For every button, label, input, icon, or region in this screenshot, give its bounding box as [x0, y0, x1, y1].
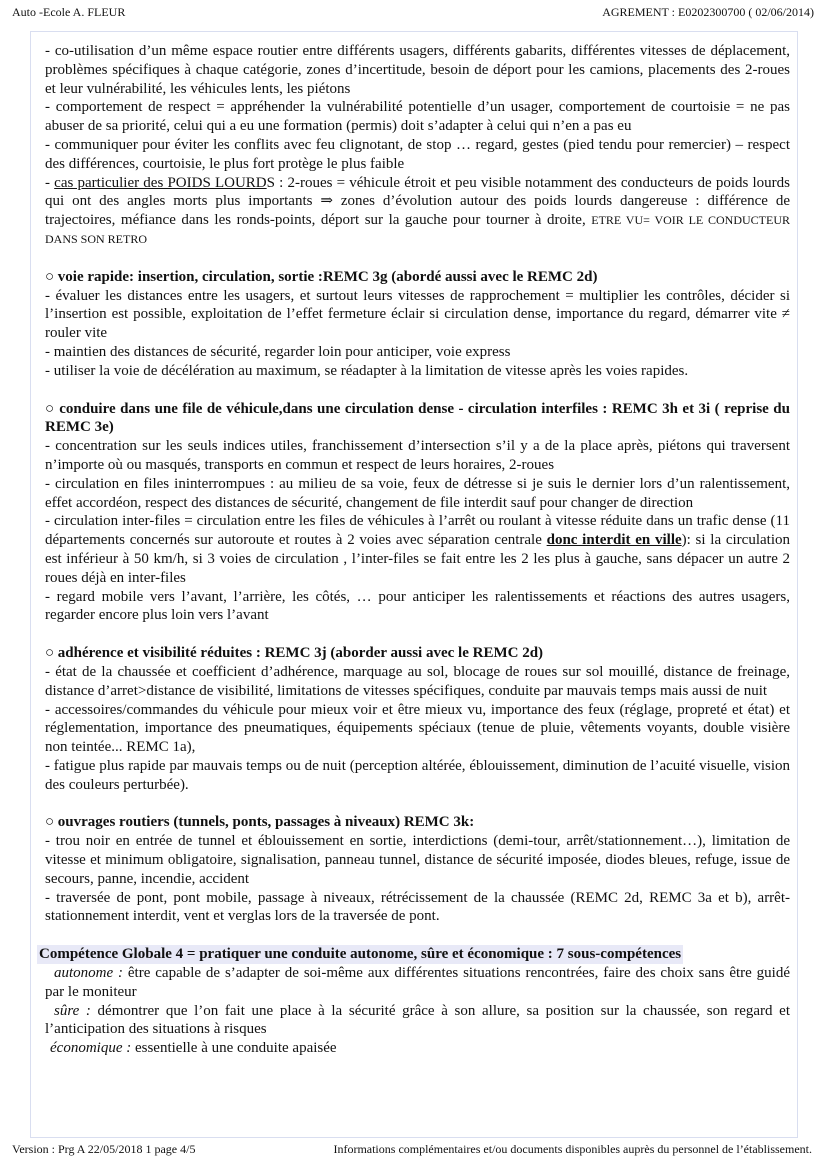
- paragraph: - accessoires/commandes du véhicule pour mieux voir et être mieux vu, importance des feux (réglage, propreté et état) et réglementation, importance des pneumatiques, équipements spéciaux (tenue de pluie, vêtements voyants, double visière non teintée... REMC 1a),: [45, 701, 790, 756]
- competence-banner: [39, 945, 790, 964]
- definition-label: sûre :: [54, 1002, 91, 1019]
- paragraph: - comportement de respect = appréhender la vulnérabilité potentielle d’un usager, comportement de courtoisie = ne pas abuser de sa priorité, celui qui a eu une formation (permis) doit s’adapter à celui qui n’en a pas eu: [45, 99, 790, 135]
- text-run: ): si la circulation est inférieur à 50 km/h, si 3 voies de circulation , l’inter-files se fait entre les 2 les plus à gauche, sans dépacer un autre 2 roues déjà en inter-files: [45, 532, 790, 586]
- text-run: - circulation inter-files = circulation entre les files de véhicules à l’arrêt ou roulant à vitesse réduite dans un trafic dense (11 départements concernés sur autoroute et routes à 2 voies avec séparation centrale: [45, 513, 790, 549]
- paragraph: [45, 174, 790, 249]
- definition-autonome: [45, 964, 790, 1002]
- definition-text: essentielle à une conduite apaisée: [131, 1040, 337, 1057]
- text-run: -: [45, 174, 55, 191]
- paragraph: - communiquer pour éviter les conflits avec feu clignotant, de stop … regard, gestes (pied tendu pour remercier) – respect des différences, courtoisie, le plus fort protège le plus faible: [45, 136, 790, 172]
- small-caps-note: ETRE VU= VOIR LE CONDUCTEUR DANS SON RETRO: [45, 213, 791, 246]
- section-heading: ○ voie rapide: insertion, circulation, sortie :REMC 3g (abordé aussi avec le REMC 2d): [45, 268, 598, 285]
- definition-label: économique :: [50, 1040, 132, 1057]
- paragraph: - utiliser la voie de décélération au maximum, se réadapter à la limitation de vitesse après les voies rapides.: [45, 362, 689, 379]
- paragraph: - état de la chaussée et coefficient d’adhérence, marquage au sol, blocage de roues sur sol mouillé, distance de freinage, distance d’arret>distance de visibilité, limitations de vitesses spécifiques, conduite par mauvais temps mais aussi de nuit: [45, 663, 790, 699]
- header-left: Auto -Ecole A. FLEUR: [12, 5, 126, 19]
- definition-sure: [45, 1002, 790, 1040]
- header-right: AGREMENT : E0202300700 ( 02/06/2014): [602, 5, 814, 19]
- paragraph: - évaluer les distances entre les usagers, et surtout leurs vitesses de rapprochement = multiplier les contrôles, décider si l’insertion est possible, exploitation de l’effet fermeture éclair si circulation dense, importance du regard, démarrer vite ≠ rouler vite: [45, 287, 790, 342]
- definition-economique: [45, 1039, 790, 1058]
- document-body: [39, 42, 791, 1058]
- paragraph: [45, 512, 790, 587]
- definition-text: démontrer que l’on fait une place à la sécurité grâce à son allure, sa position sur la chaussée, son regard et l’anticipation des situations à risques: [45, 1002, 790, 1038]
- paragraph: - fatigue plus rapide par mauvais temps ou de nuit (perception altérée, éblouissement, diminution de l’acuité visuelle, vision des couleurs perturbée).: [45, 757, 790, 793]
- bold-underlined-text: donc interdit en ville: [546, 532, 682, 549]
- paragraph: - trou noir en entrée de tunnel et éblouissement en sortie, interdictions (demi-tour, arrêt/stationnement…), limitation de vitesse et minimum obligatoire, signalisation, panneau tunnel, distance de sécurité imposée, diodes bleues, refuge, issue de secours, panne, incendie, accident: [45, 833, 790, 887]
- paragraph: - traversée de pont, pont mobile, passage à niveaux, rétrécissement de la chaussée (REMC 2d, REMC 3a et b), arrêt-stationnement interdit, vent et verglas lors de la traversée de pont.: [45, 889, 790, 925]
- paragraph: - concentration sur les seuls indices utiles, franchissement d’intersection s’il y a de la place après, piétons qui traversent n’importe où ou masqués, transports en commun et respect de leurs horaires, 2-roues: [45, 438, 790, 473]
- underlined-text: cas particulier des POIDS LOURD: [54, 174, 267, 191]
- definition-text: être capable de s’adapter de soi-même aux différentes situations rencontrées, faire des choix sans être guidé par le moniteur: [45, 965, 790, 1000]
- competence-banner-text: Compétence Globale 4 = pratiquer une conduite autonome, sûre et économique : 7 sous-compétences: [39, 946, 682, 963]
- paragraph: - circulation en files ininterrompues : au milieu de sa voie, feux de détresse si je suis le dernier lors d’un ralentissement, effet accordéon, respect des distances de sécurité, changement de file interdit sauf pour changer de direction: [45, 475, 790, 511]
- section-heading: ○ conduire dans une file de véhicule,dans une circulation dense - circulation interfiles : REMC 3h et 3i ( reprise du REMC 3e): [45, 400, 790, 436]
- definition-label: autonome :: [54, 965, 124, 982]
- paragraph: - maintien des distances de sécurité, regarder loin pour anticiper, voie express: [45, 343, 511, 360]
- text-run: S : 2-roues = véhicule étroit et peu visible notamment des conducteurs de poids lourds qui ont des angles morts plus importants ⇒ zones d’évolution autour des poids lourds dangereuse : différence de trajectoires, méfiance dans les ronds-points, déport sur la gauche pour tourner à droite,: [45, 174, 791, 229]
- footer-right: Informations complémentaires et/ou documents disponibles auprès du personnel de l’établissement.: [333, 1142, 812, 1156]
- paragraph: - co-utilisation d’un même espace routier entre différents usagers, différents gabarits, différentes vitesses de déplacement, problèmes spécifiques à chaque catégorie, zones d’incertitude, besoin de déport pour les camions, placements des 2-roues et leur vulnérabilité, les véhicules lents, les piétons: [45, 43, 790, 97]
- footer-left: Version : Prg A 22/05/2018 1 page 4/5: [12, 1142, 196, 1156]
- section-heading: ○ ouvrages routiers (tunnels, ponts, passages à niveaux) REMC 3k:: [45, 814, 475, 831]
- section-heading: ○ adhérence et visibilité réduites : REMC 3j (aborder aussi avec le REMC 2d): [45, 645, 544, 662]
- paragraph: - regard mobile vers l’avant, l’arrière, les côtés, … pour anticiper les ralentissements et réactions des autres usagers, regarder encore plus loin vers l’avant: [45, 588, 790, 624]
